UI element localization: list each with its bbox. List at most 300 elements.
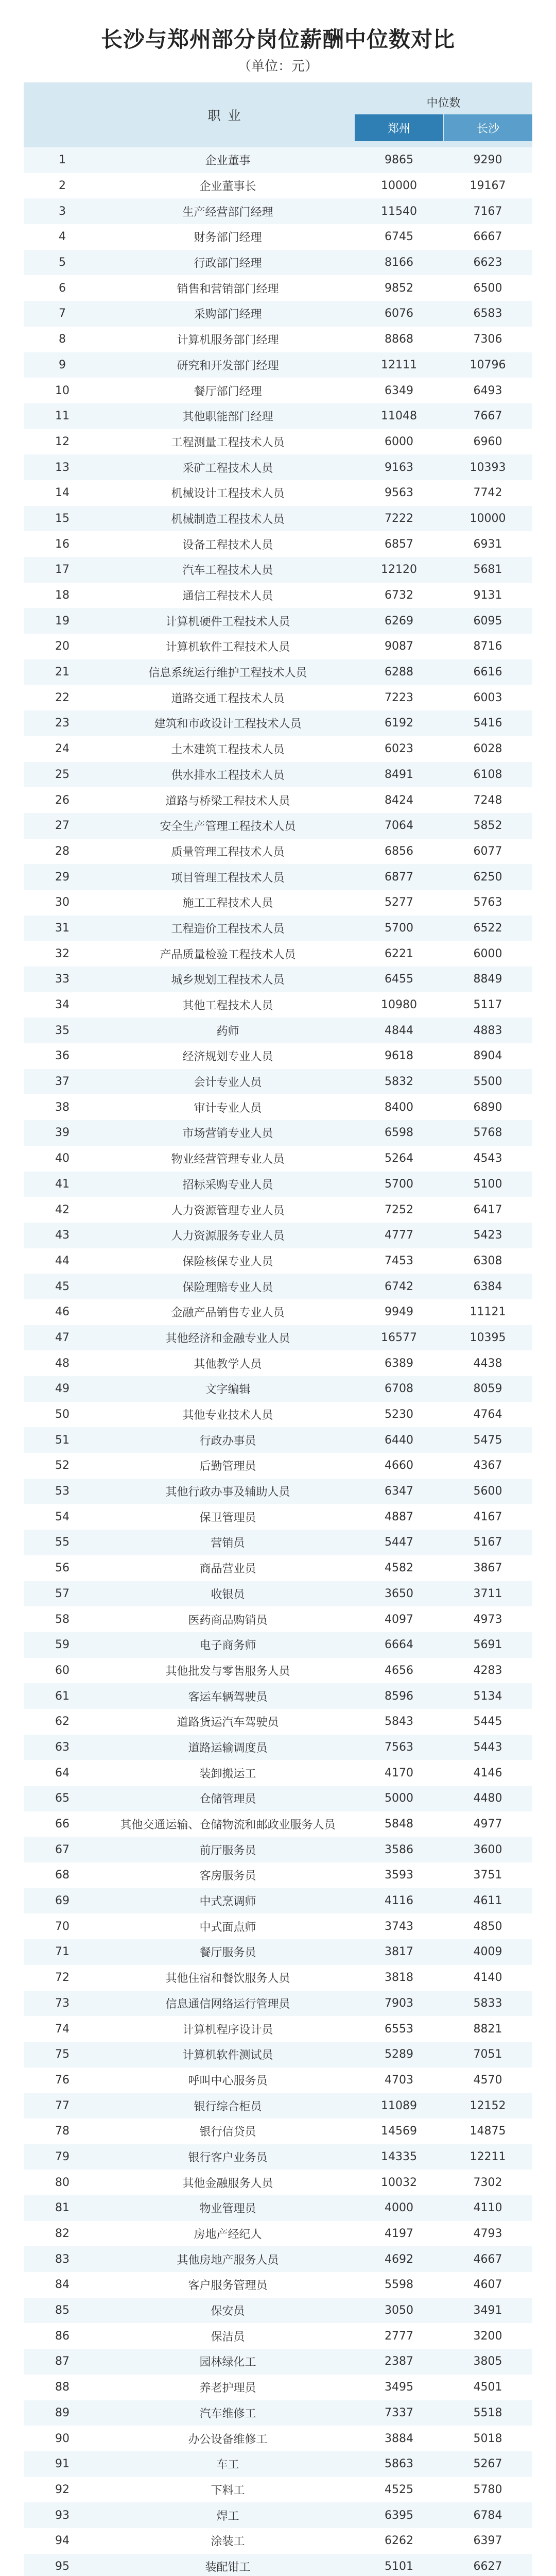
row-number: 88 xyxy=(55,2381,70,2394)
row-number: 80 xyxy=(55,2176,70,2189)
table-row xyxy=(24,2451,532,2477)
row-job: 办公设备维修工 xyxy=(188,2433,268,2446)
table-row xyxy=(24,864,532,890)
row-job: 医药商品购销员 xyxy=(188,1614,268,1627)
row-job: 保洁员 xyxy=(211,2330,245,2344)
row-number: 55 xyxy=(55,1536,70,1549)
row-number: 84 xyxy=(55,2278,70,2292)
row-job: 电子商务师 xyxy=(199,1639,256,1653)
row-job: 仓储管理员 xyxy=(199,1793,256,1806)
row-job: 其他经济和金融专业人员 xyxy=(165,1332,290,1345)
row-zhengzhou-value: 9949 xyxy=(385,1306,413,1319)
row-changsha-value: 9290 xyxy=(473,154,502,167)
table-row xyxy=(24,1913,532,1939)
table-row xyxy=(24,1223,532,1248)
row-zhengzhou-value: 11540 xyxy=(381,205,417,218)
header-changsha: 长沙 xyxy=(444,114,532,141)
row-zhengzhou-value: 6598 xyxy=(385,1126,413,1140)
salary-table xyxy=(24,82,532,2576)
table-row xyxy=(24,2246,532,2272)
row-job: 道路运输调度员 xyxy=(188,1741,268,1755)
row-number: 89 xyxy=(55,2406,70,2419)
row-changsha-value: 4764 xyxy=(473,1408,502,1421)
row-changsha-value: 7742 xyxy=(473,486,502,500)
row-job: 房地产经纪人 xyxy=(194,2228,262,2242)
unit-label: （单位：元） xyxy=(237,59,318,74)
row-zhengzhou-value: 7064 xyxy=(385,819,413,833)
row-number: 69 xyxy=(55,1894,70,1908)
row-number: 72 xyxy=(55,1971,70,1985)
row-changsha-value: 4110 xyxy=(473,2201,502,2215)
row-zhengzhou-value: 10980 xyxy=(381,998,417,1012)
row-zhengzhou-value: 8491 xyxy=(385,768,413,781)
row-zhengzhou-value: 6349 xyxy=(385,384,413,397)
row-number: 83 xyxy=(55,2252,70,2266)
row-number: 62 xyxy=(55,1715,70,1728)
row-changsha-value: 7248 xyxy=(473,793,502,807)
row-zhengzhou-value: 4170 xyxy=(385,1766,413,1780)
table-row xyxy=(24,992,532,1018)
row-number: 87 xyxy=(55,2355,70,2368)
table-row xyxy=(24,1376,532,1402)
row-number: 7 xyxy=(59,307,66,320)
row-changsha-value: 6095 xyxy=(473,614,502,628)
row-number: 65 xyxy=(55,1792,70,1805)
row-number: 16 xyxy=(55,537,70,551)
row-zhengzhou-value: 6221 xyxy=(385,947,413,960)
row-zhengzhou-value: 16577 xyxy=(381,1331,417,1344)
row-changsha-value: 3200 xyxy=(473,2329,502,2343)
row-changsha-value: 4667 xyxy=(473,2252,502,2266)
row-job: 装卸搬运工 xyxy=(199,1767,256,1781)
row-zhengzhou-value: 3818 xyxy=(385,1971,413,1985)
row-zhengzhou-value: 6857 xyxy=(385,537,413,551)
row-number: 79 xyxy=(55,2150,70,2163)
row-changsha-value: 4570 xyxy=(473,2073,502,2087)
row-job: 道路交通工程技术人员 xyxy=(171,692,285,705)
row-changsha-value: 5443 xyxy=(473,1740,502,1754)
row-job: 土木建筑工程技术人员 xyxy=(171,743,285,757)
row-changsha-value: 7667 xyxy=(473,410,502,423)
header-zhengzhou: 郑州 xyxy=(355,114,443,141)
row-zhengzhou-value: 5598 xyxy=(385,2278,413,2292)
row-job: 其他专业技术人员 xyxy=(182,1409,273,1422)
row-job: 汽车工程技术人员 xyxy=(182,564,273,578)
row-job: 城乡规划工程技术人员 xyxy=(171,974,285,987)
row-job: 中式面点师 xyxy=(199,1921,256,1934)
table-row xyxy=(24,710,532,736)
row-number: 8 xyxy=(59,333,66,346)
table-row xyxy=(24,1735,532,1760)
row-job: 商品营业员 xyxy=(199,1563,256,1576)
row-number: 10 xyxy=(55,384,70,397)
row-changsha-value: 19167 xyxy=(470,179,506,193)
table-row xyxy=(24,224,532,250)
row-changsha-value: 6000 xyxy=(473,947,502,960)
table-row xyxy=(24,1402,532,1428)
row-zhengzhou-value: 14335 xyxy=(381,2150,417,2163)
row-job: 信息系统运行维护工程技术人员 xyxy=(148,667,307,680)
row-job: 工程测量工程技术人员 xyxy=(171,436,285,449)
row-changsha-value: 6417 xyxy=(473,1203,502,1216)
row-number: 12 xyxy=(55,435,70,448)
table-row xyxy=(24,301,532,327)
row-number: 51 xyxy=(55,1433,70,1447)
row-number: 85 xyxy=(55,2304,70,2317)
row-changsha-value: 4793 xyxy=(473,2227,502,2241)
row-number: 74 xyxy=(55,2022,70,2036)
row-changsha-value: 3600 xyxy=(473,1843,502,1856)
row-number: 17 xyxy=(55,563,70,577)
row-changsha-value: 4883 xyxy=(473,1024,502,1037)
row-changsha-value: 4850 xyxy=(473,1920,502,1933)
row-number: 15 xyxy=(55,512,70,525)
row-zhengzhou-value: 6389 xyxy=(385,1357,413,1370)
table-row xyxy=(24,839,532,865)
row-zhengzhou-value: 6742 xyxy=(385,1280,413,1293)
row-zhengzhou-value: 7222 xyxy=(385,512,413,525)
table-row xyxy=(24,2093,532,2119)
row-zhengzhou-value: 4692 xyxy=(385,2252,413,2266)
row-changsha-value: 4501 xyxy=(473,2381,502,2394)
row-job: 项目管理工程技术人员 xyxy=(171,871,285,885)
table-row xyxy=(24,941,532,967)
page-title: 长沙与郑州部分岗位薪酬中位数对比 xyxy=(100,27,455,52)
row-number: 45 xyxy=(55,1280,70,1293)
row-zhengzhou-value: 8166 xyxy=(385,256,413,269)
row-zhengzhou-value: 6023 xyxy=(385,742,413,756)
row-changsha-value: 5167 xyxy=(473,1536,502,1549)
row-number: 30 xyxy=(55,896,70,909)
row-changsha-value: 5445 xyxy=(473,1715,502,1728)
row-changsha-value: 5267 xyxy=(473,2458,502,2471)
row-number: 76 xyxy=(55,2073,70,2087)
row-job: 银行信贷员 xyxy=(199,2126,256,2139)
row-zhengzhou-value: 5101 xyxy=(385,2560,413,2573)
row-job: 餐厅部门经理 xyxy=(194,385,262,398)
row-zhengzhou-value: 6269 xyxy=(385,614,413,628)
row-changsha-value: 5500 xyxy=(473,1075,502,1089)
row-changsha-value: 10393 xyxy=(470,461,506,474)
row-number: 73 xyxy=(55,1996,70,2010)
row-changsha-value: 5475 xyxy=(473,1433,502,1447)
table-row xyxy=(24,2195,532,2221)
row-job: 后勤管理员 xyxy=(199,1460,256,1473)
row-number: 71 xyxy=(55,1945,70,1959)
row-zhengzhou-value: 10000 xyxy=(381,179,417,193)
row-number: 32 xyxy=(55,947,70,960)
row-changsha-value: 6308 xyxy=(473,1254,502,1267)
table-row xyxy=(24,1991,532,2016)
table-row xyxy=(24,1479,532,1504)
row-changsha-value: 7051 xyxy=(473,2048,502,2061)
row-zhengzhou-value: 12111 xyxy=(381,358,417,371)
row-zhengzhou-value: 3650 xyxy=(385,1587,413,1600)
row-job: 文字编辑 xyxy=(205,1383,251,1397)
row-number: 57 xyxy=(55,1587,70,1600)
row-changsha-value: 8059 xyxy=(473,1382,502,1396)
table-row xyxy=(24,2221,532,2247)
row-zhengzhou-value: 5700 xyxy=(385,921,413,935)
row-number: 75 xyxy=(55,2048,70,2061)
row-number: 4 xyxy=(59,230,66,244)
table-row xyxy=(24,2477,532,2503)
row-changsha-value: 4973 xyxy=(473,1613,502,1626)
row-changsha-value: 5117 xyxy=(473,998,502,1012)
table-row xyxy=(24,147,532,173)
header-job: 职业 xyxy=(207,108,248,123)
table-row xyxy=(24,1299,532,1325)
row-job: 行政办事员 xyxy=(199,1434,256,1448)
row-number: 91 xyxy=(55,2458,70,2471)
table-row xyxy=(24,1248,532,1274)
row-number: 59 xyxy=(55,1638,70,1652)
row-number: 90 xyxy=(55,2432,70,2445)
row-number: 35 xyxy=(55,1024,70,1037)
row-number: 22 xyxy=(55,691,70,704)
row-job: 会计专业人员 xyxy=(194,1076,262,1090)
row-job: 物业经营管理专业人员 xyxy=(171,1153,285,1166)
row-job: 其他金融服务人员 xyxy=(182,2177,273,2190)
row-zhengzhou-value: 6455 xyxy=(385,973,413,986)
table-row xyxy=(24,1120,532,1146)
row-zhengzhou-value: 4525 xyxy=(385,2483,413,2496)
row-job: 销售和营销部门经理 xyxy=(177,282,279,296)
row-job: 安全生产管理工程技术人员 xyxy=(160,820,296,834)
row-changsha-value: 7306 xyxy=(473,333,502,346)
row-changsha-value: 12211 xyxy=(470,2150,506,2163)
row-changsha-value: 4167 xyxy=(473,1510,502,1523)
row-changsha-value: 5681 xyxy=(473,563,502,577)
row-changsha-value: 5100 xyxy=(473,1177,502,1191)
row-zhengzhou-value: 6664 xyxy=(385,1638,413,1652)
row-number: 49 xyxy=(55,1382,70,1396)
row-number: 86 xyxy=(55,2329,70,2343)
row-number: 6 xyxy=(59,281,66,295)
row-job: 装配钳工 xyxy=(205,2561,251,2574)
row-changsha-value: 5518 xyxy=(473,2406,502,2419)
row-zhengzhou-value: 6262 xyxy=(385,2534,413,2548)
row-zhengzhou-value: 6000 xyxy=(385,435,413,448)
row-number: 27 xyxy=(55,819,70,833)
row-job: 信息通信网络运行管理员 xyxy=(165,1997,290,2011)
row-changsha-value: 5852 xyxy=(473,819,502,833)
row-number: 63 xyxy=(55,1740,70,1754)
row-zhengzhou-value: 4887 xyxy=(385,1510,413,1523)
row-changsha-value: 6028 xyxy=(473,742,502,756)
row-job: 机械制造工程技术人员 xyxy=(171,513,285,526)
row-number: 44 xyxy=(55,1254,70,1267)
table-row xyxy=(24,2272,532,2298)
row-number: 82 xyxy=(55,2227,70,2241)
row-job: 道路货运汽车驾驶员 xyxy=(177,1716,279,1730)
row-number: 31 xyxy=(55,921,70,935)
table-row xyxy=(24,1606,532,1632)
table-row xyxy=(24,327,532,352)
row-job: 计算机服务部门经理 xyxy=(177,334,279,347)
row-number: 58 xyxy=(55,1613,70,1626)
row-changsha-value: 4977 xyxy=(473,1818,502,1831)
row-changsha-value: 6623 xyxy=(473,256,502,269)
row-zhengzhou-value: 9163 xyxy=(385,461,413,474)
row-zhengzhou-value: 6076 xyxy=(385,307,413,320)
table-row xyxy=(24,736,532,762)
table-row xyxy=(24,480,532,506)
row-changsha-value: 6890 xyxy=(473,1100,502,1114)
row-job: 其他房地产服务人员 xyxy=(177,2253,279,2267)
table-row xyxy=(24,1683,532,1709)
row-job: 其他行政办事及辅助人员 xyxy=(165,1486,290,1499)
row-changsha-value: 6384 xyxy=(473,1280,502,1293)
row-number: 24 xyxy=(55,742,70,756)
table-body xyxy=(24,147,532,2576)
table-row xyxy=(24,557,532,583)
row-changsha-value: 3491 xyxy=(473,2304,502,2317)
row-zhengzhou-value: 5000 xyxy=(385,1792,413,1805)
row-number: 3 xyxy=(59,205,66,218)
row-number: 33 xyxy=(55,973,70,986)
row-changsha-value: 6500 xyxy=(473,281,502,295)
header-number-cell xyxy=(24,82,101,147)
row-number: 61 xyxy=(55,1689,70,1703)
row-changsha-value: 5134 xyxy=(473,1689,502,1703)
table-row xyxy=(24,2375,532,2400)
row-job: 餐厅服务员 xyxy=(199,1946,256,1960)
row-changsha-value: 5833 xyxy=(473,1996,502,2010)
row-job: 机械设计工程技术人员 xyxy=(171,487,285,501)
table-row xyxy=(24,2298,532,2324)
row-zhengzhou-value: 11089 xyxy=(381,2099,417,2112)
row-zhengzhou-value: 2777 xyxy=(385,2329,413,2343)
row-job: 其他工程技术人员 xyxy=(182,999,273,1013)
row-zhengzhou-value: 6192 xyxy=(385,717,413,730)
row-job: 下料工 xyxy=(211,2484,245,2497)
table-row xyxy=(24,1504,532,1530)
row-number: 54 xyxy=(55,1510,70,1523)
row-number: 20 xyxy=(55,640,70,653)
row-job: 药师 xyxy=(216,1025,239,1038)
row-zhengzhou-value: 4000 xyxy=(385,2201,413,2215)
row-zhengzhou-value: 6553 xyxy=(385,2022,413,2036)
row-changsha-value: 8904 xyxy=(473,1049,502,1063)
row-zhengzhou-value: 9865 xyxy=(385,154,413,167)
row-number: 60 xyxy=(55,1664,70,1677)
row-zhengzhou-value: 8400 xyxy=(385,1100,413,1114)
row-changsha-value: 4009 xyxy=(473,1945,502,1959)
table-row xyxy=(24,1146,532,1172)
row-job: 养老护理员 xyxy=(199,2382,256,2395)
row-zhengzhou-value: 6745 xyxy=(385,230,413,244)
row-zhengzhou-value: 4097 xyxy=(385,1613,413,1626)
row-number: 77 xyxy=(55,2099,70,2112)
table-row xyxy=(24,2502,532,2528)
row-zhengzhou-value: 3586 xyxy=(385,1843,413,1856)
row-zhengzhou-value: 9618 xyxy=(385,1049,413,1063)
row-job: 设备工程技术人员 xyxy=(182,538,273,552)
row-job: 园林绿化工 xyxy=(199,2356,256,2369)
row-job: 焊工 xyxy=(216,2510,239,2523)
row-zhengzhou-value: 3884 xyxy=(385,2432,413,2445)
row-number: 78 xyxy=(55,2125,70,2138)
table-row xyxy=(24,2323,532,2349)
row-number: 18 xyxy=(55,589,70,602)
row-job: 采购部门经理 xyxy=(194,308,262,321)
row-zhengzhou-value: 4703 xyxy=(385,2073,413,2087)
row-zhengzhou-value: 5264 xyxy=(385,1152,413,1165)
row-job: 人力资源服务专业人员 xyxy=(171,1230,285,1243)
row-job: 人力资源管理专业人员 xyxy=(171,1204,285,1217)
table-row xyxy=(24,2554,532,2576)
row-number: 9 xyxy=(59,358,66,371)
row-changsha-value: 4480 xyxy=(473,1792,502,1805)
row-zhengzhou-value: 3495 xyxy=(385,2381,413,2394)
row-number: 46 xyxy=(55,1306,70,1319)
table-row xyxy=(24,1172,532,1197)
row-zhengzhou-value: 7453 xyxy=(385,1254,413,1267)
row-job: 客户服务管理员 xyxy=(188,2279,268,2293)
row-changsha-value: 8716 xyxy=(473,640,502,653)
row-job: 行政部门经理 xyxy=(194,257,262,270)
table-row xyxy=(24,2144,532,2170)
row-number: 67 xyxy=(55,1843,70,1856)
row-changsha-value: 10796 xyxy=(470,358,506,371)
table-header xyxy=(24,82,532,147)
row-zhengzhou-value: 4844 xyxy=(385,1024,413,1037)
row-job: 其他批发与零售服务人员 xyxy=(165,1665,290,1678)
row-number: 2 xyxy=(59,179,66,193)
row-zhengzhou-value: 4656 xyxy=(385,1664,413,1677)
table-row xyxy=(24,1965,532,1991)
row-changsha-value: 14875 xyxy=(470,2125,506,2138)
row-job: 质量管理工程技术人员 xyxy=(171,845,285,859)
row-changsha-value: 5763 xyxy=(473,896,502,909)
row-job: 物业管理员 xyxy=(199,2202,256,2216)
row-zhengzhou-value: 7252 xyxy=(385,1203,413,1216)
row-changsha-value: 4607 xyxy=(473,2278,502,2292)
row-job: 财务部门经理 xyxy=(194,231,262,245)
table-row xyxy=(24,1530,532,1555)
table-row xyxy=(24,2528,532,2554)
table-row xyxy=(24,506,532,532)
row-changsha-value: 6667 xyxy=(473,230,502,244)
table-row xyxy=(24,659,532,685)
table-row xyxy=(24,1760,532,1786)
row-changsha-value: 6077 xyxy=(473,844,502,858)
row-number: 56 xyxy=(55,1562,70,1575)
row-zhengzhou-value: 6708 xyxy=(385,1382,413,1396)
row-number: 26 xyxy=(55,793,70,807)
row-zhengzhou-value: 9563 xyxy=(385,486,413,500)
row-changsha-value: 6960 xyxy=(473,435,502,448)
table-row xyxy=(24,2426,532,2451)
row-zhengzhou-value: 9852 xyxy=(385,281,413,295)
row-job: 计算机软件测试员 xyxy=(182,2049,273,2062)
table-row xyxy=(24,1043,532,1069)
row-number: 13 xyxy=(55,461,70,474)
row-job: 营销员 xyxy=(211,1537,245,1550)
table-row xyxy=(24,2400,532,2426)
row-changsha-value: 5416 xyxy=(473,717,502,730)
row-number: 93 xyxy=(55,2509,70,2522)
row-number: 41 xyxy=(55,1177,70,1191)
row-number: 39 xyxy=(55,1126,70,1140)
row-number: 29 xyxy=(55,870,70,884)
row-number: 1 xyxy=(59,154,66,167)
row-zhengzhou-value: 9087 xyxy=(385,640,413,653)
row-changsha-value: 5691 xyxy=(473,1638,502,1652)
table-row xyxy=(24,2119,532,2144)
row-job: 通信工程技术人员 xyxy=(182,590,273,603)
